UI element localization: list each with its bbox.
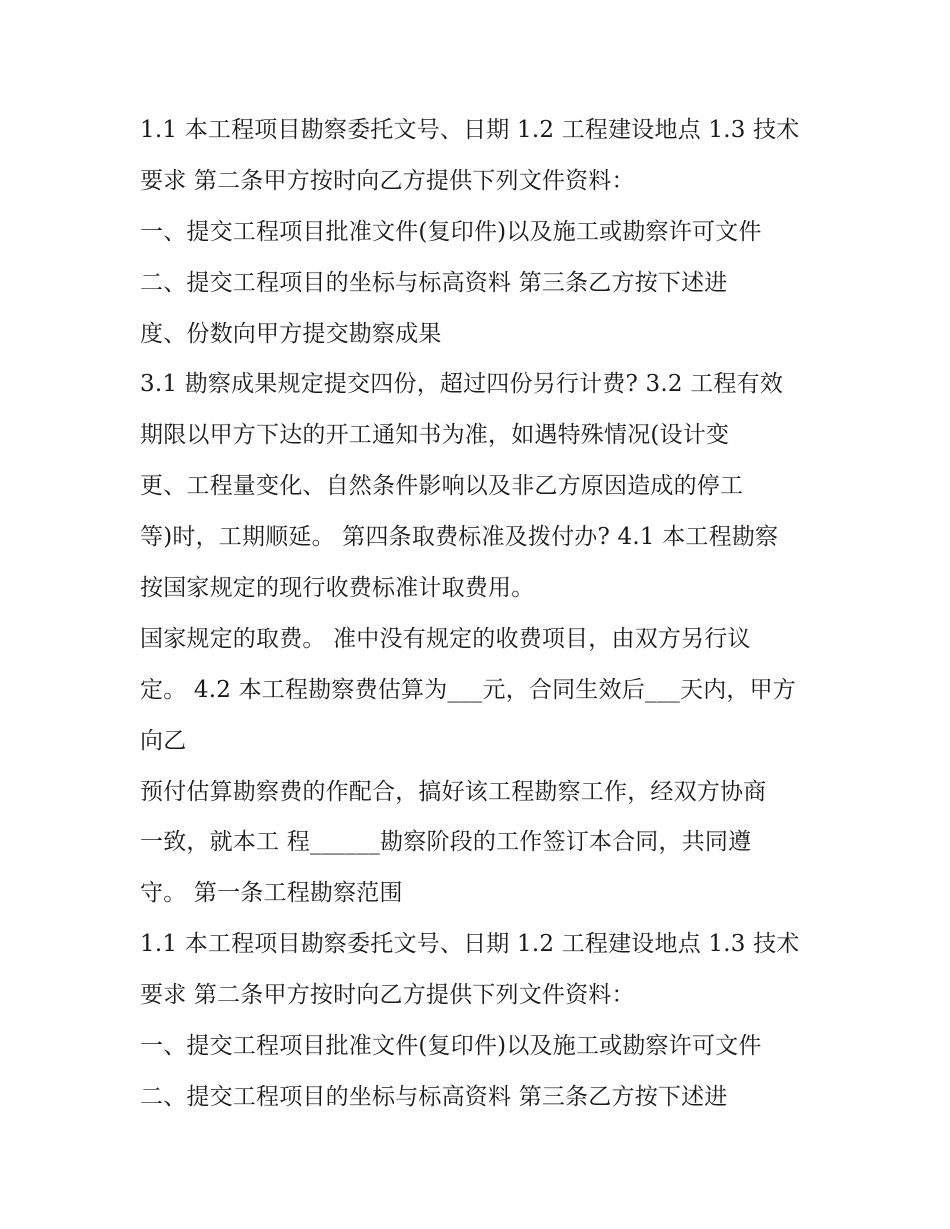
text-line: 要求 第二条甲方按时向乙方提供下列文件资料： — [140, 167, 635, 194]
text-line: 一致，就本工 程______勘察阶段的工作签订本合同，共同遵 — [140, 829, 752, 856]
text-line: 预付估算勘察费的作配合，搞好该工程勘察工作，经双方协商 — [140, 778, 767, 805]
text-line: 国家规定的取费。 准中没有规定的收费项目，由双方另行议 — [140, 625, 751, 652]
text-line: 度、份数向甲方提交勘察成果 — [140, 320, 442, 347]
text-line: 二、提交工程项目的坐标与标高资料 第三条乙方按下述进 — [140, 1083, 728, 1110]
text-line: 要求 第二条甲方按时向乙方提供下列文件资料： — [140, 982, 635, 1009]
text-line: 定。 4.2 本工程勘察费估算为___元，合同生效后___天内，甲方 — [140, 676, 796, 703]
text-line: 更、工程量变化、自然条件影响以及非乙方原因造成的停工 — [140, 473, 744, 500]
text-line: 二、提交工程项目的坐标与标高资料 第三条乙方按下述进 — [140, 269, 728, 296]
text-line: 1.1 本工程项目勘察委托文号、日期 1.2 工程建设地点 1.3 技术 — [140, 931, 800, 958]
text-line: 3.1 勘察成果规定提交四份，超过四份另行计费? 3.2 工程有效 — [140, 371, 784, 398]
text-line: 向乙 — [140, 727, 187, 754]
document-body — [140, 105, 830, 1123]
text-line: 一、提交工程项目批准文件(复印件)以及施工或勘察许可文件 — [140, 1033, 762, 1060]
text-line: 等)时，工期顺延。 第四条取费标准及拨付办? 4.1 本工程勘察 — [140, 524, 779, 551]
text-line: 守。 第一条工程勘察范围 — [140, 880, 403, 907]
text-line: 1.1 本工程项目勘察委托文号、日期 1.2 工程建设地点 1.3 技术 — [140, 117, 800, 143]
text-line: 按国家规定的现行收费标准计取费用。 — [140, 575, 535, 602]
text-line: 一、提交工程项目批准文件(复印件)以及施工或勘察许可文件 — [140, 218, 762, 245]
text-line: 期限以甲方下达的开工通知书为准，如遇特殊情况(设计变 — [140, 422, 730, 449]
